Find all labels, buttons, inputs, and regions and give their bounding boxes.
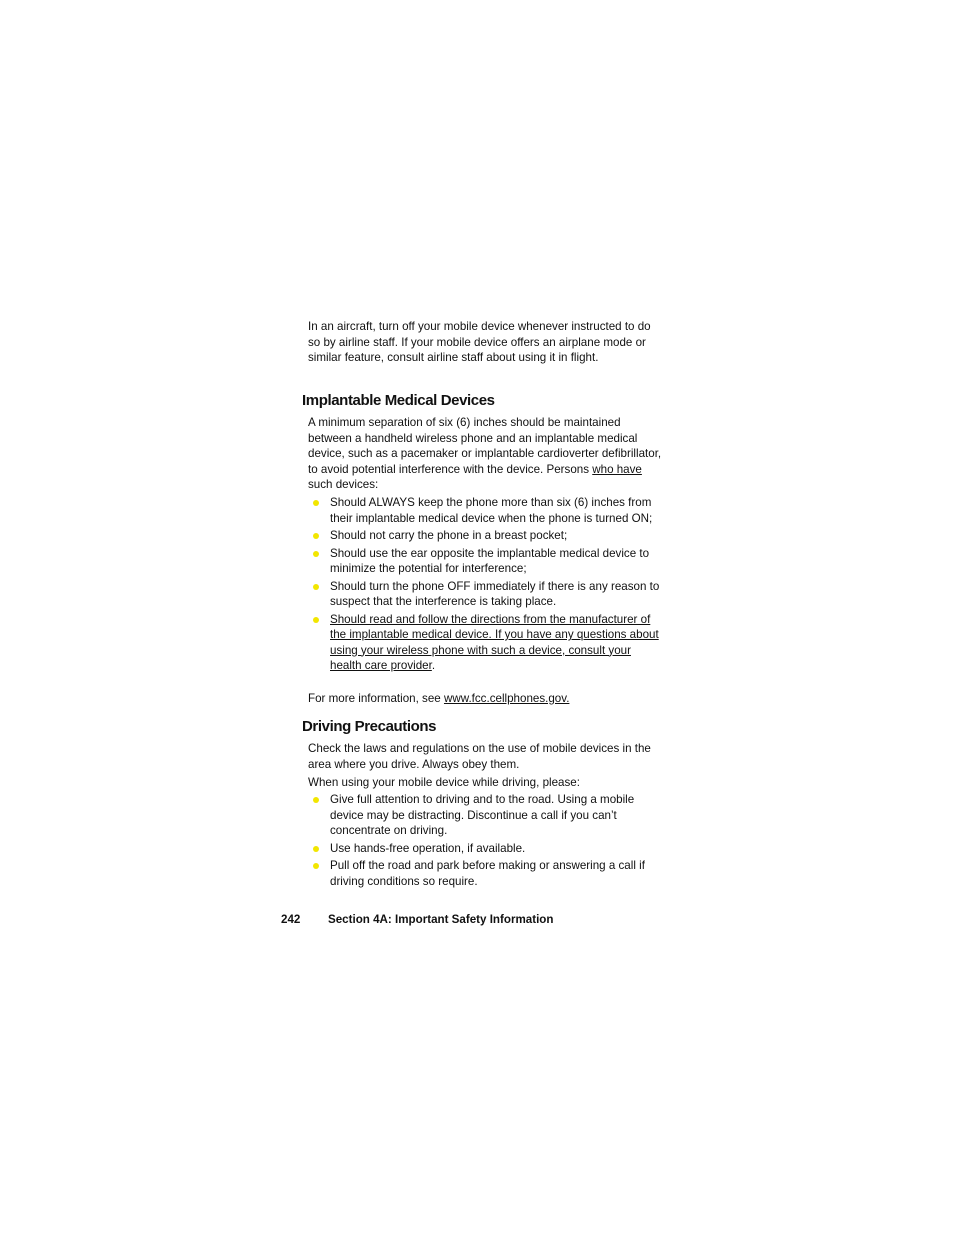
- bullet-text: Should not carry the phone in a breast pocket;: [330, 529, 568, 542]
- implantable-para-text: A minimum separation of six (6) inches should be maintained between a handheld wireless phone and an implantable medical device, such as a pacemaker or implantable cardioverter defibrillator, to avoid potential interference with the device.: [308, 416, 662, 476]
- page-number: 242: [281, 913, 301, 926]
- bullet-dot-icon: [313, 533, 319, 539]
- implantable-bullet-list: [312, 495, 664, 676]
- bullet-dot-icon: [313, 500, 319, 506]
- bullet-dot-icon: [313, 617, 319, 623]
- driving-heading: Driving Precautions: [302, 718, 437, 735]
- driving-paragraph-2: When using your mobile device while driving, please:: [308, 776, 580, 789]
- bullet-text: Use hands-free operation, if available.: [330, 841, 526, 855]
- list-item: [312, 612, 664, 674]
- persons-prefix: Persons: [546, 462, 593, 476]
- bullet-dot-icon: [313, 551, 319, 557]
- list-item: [312, 858, 664, 889]
- list-item: [312, 579, 664, 610]
- fcc-link[interactable]: www.fcc.cellphones.gov.: [443, 692, 570, 705]
- section-title: Section 4A: Important Safety Information: [328, 913, 554, 926]
- bullet-text-end: .: [431, 659, 436, 672]
- list-item: [312, 792, 664, 839]
- driving-bullet-list: [312, 792, 664, 891]
- bullet-dot-icon: [313, 846, 319, 852]
- more-info-prefix: For more information, see: [308, 692, 444, 705]
- bullet-dot-icon: [313, 584, 319, 590]
- persons-suffix: such devices:: [308, 478, 379, 491]
- more-info-line: [308, 691, 664, 707]
- bullet-text-underlined: Should read and follow the directions from the manufacturer of the implantable medical device. If you have any questions about using your wireless phone with such a device, consult your health care provider: [330, 612, 659, 672]
- implantable-heading: Implantable Medical Devices: [302, 392, 495, 409]
- list-item: [312, 528, 664, 544]
- driving-paragraph-1: Check the laws and regulations on the use of mobile devices in the area where you drive. Always obey them.: [308, 742, 651, 771]
- bullet-text: Pull off the road and park before making or answering a call if driving conditions so require.: [330, 859, 645, 888]
- bullet-text: Should turn the phone OFF immediately if there is any reason to suspect that the interference is taking place.: [330, 579, 660, 608]
- implantable-paragraph: [308, 415, 664, 493]
- intro-paragraph: In an aircraft, turn off your mobile device whenever instructed to do so by airline staff. If your mobile device offers an airplane mode or similar feature, consult airline staff about using it in flight.: [308, 320, 651, 364]
- bullet-text: Give full attention to driving and to the road. Using a mobile device may be distracting. Discontinue a call if you can’t concentrate on driving.: [330, 793, 635, 837]
- persons-underlined: who have: [592, 462, 642, 476]
- bullet-dot-icon: [313, 863, 319, 869]
- page-footer: [281, 913, 553, 926]
- list-item: [312, 546, 664, 577]
- bullet-text: Should ALWAYS keep the phone more than six (6) inches from their implantable medical device when the phone is turned ON;: [330, 496, 653, 525]
- bullet-text: Should use the ear opposite the implantable medical device to minimize the potential for interference;: [330, 546, 650, 575]
- list-item: [312, 841, 664, 857]
- bullet-dot-icon: [313, 797, 319, 803]
- list-item: [312, 495, 664, 526]
